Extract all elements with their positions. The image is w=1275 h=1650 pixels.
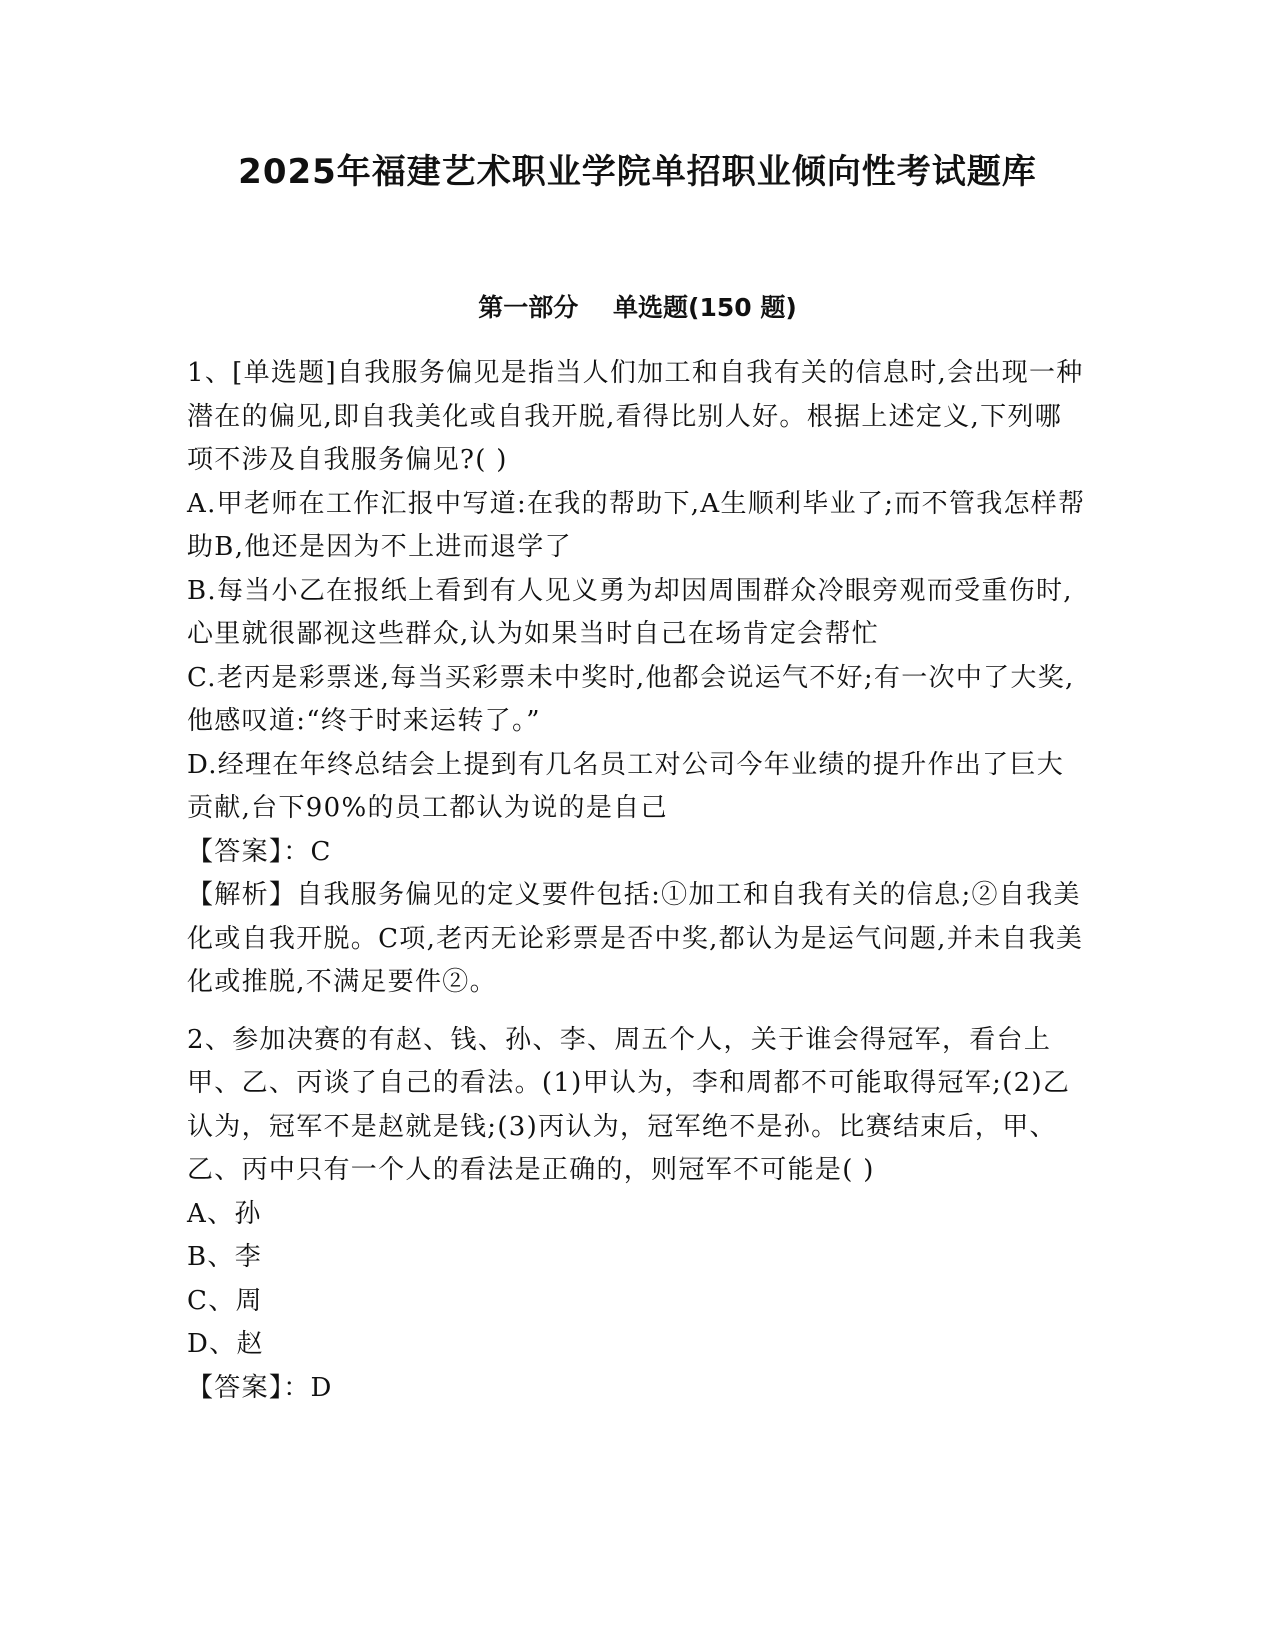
option-a: A、孙 (187, 1198, 262, 1229)
question-1 (187, 352, 1087, 1005)
answer: 【答案】：C (187, 836, 332, 867)
question-stem: 2、参加决赛的有赵、钱、孙、李、周五个人，关于谁会得冠军，看台上甲、乙、丙谈了自己的看法。(1)甲认为，李和周都不可能取得冠军;(2)乙认为，冠军不是赵就是钱;(3)丙认为，冠军绝不是孙。比赛结束后，甲、乙、丙中只有一个人的看法是正确的，则冠军不可能是( ) (187, 1024, 1071, 1185)
question-2 (187, 1019, 1087, 1411)
option-b: B、李 (187, 1242, 263, 1272)
question-list (187, 352, 1087, 1424)
option-c: C、周 (187, 1285, 263, 1316)
question-stem: 1、[单选题]自我服务偏见是指当人们加工和自我有关的信息时,会出现一种潜在的偏见,即自我美化或自我开脱,看得比别人好。根据上述定义,下列哪项不涉及自我服务偏见?( ) (187, 358, 1084, 475)
option-d: D、赵 (187, 1329, 264, 1359)
option-d: D.经理在年终总结会上提到有几名员工对公司今年业绩的提升作出了巨大贡献,台下90%的员工都认为说的是自己 (187, 749, 1065, 823)
section-title: 第一部分 单选题(150 题) (478, 293, 797, 322)
document-title: 2025年福建艺术职业学院单招职业倾向性考试题库 (238, 152, 1037, 192)
option-b: B.每当小乙在报纸上看到有人见义勇为却因周围群众冷眼旁观而受重伤时,心里就很鄙视这些群众,认为如果当时自己在场肯定会帮忙 (187, 575, 1073, 649)
option-c: C.老丙是彩票迷,每当买彩票未中奖时,他都会说运气不好;有一次中了大奖,他感叹道:“终于时来运转了。” (187, 662, 1075, 736)
option-a: A.甲老师在工作汇报中写道:在我的帮助下,A生顺利毕业了;而不管我怎样帮助B,他还是因为不上进而退学了 (187, 488, 1086, 562)
answer: 【答案】：D (187, 1372, 333, 1403)
analysis: 【解析】自我服务偏见的定义要件包括:①加工和自我有关的信息;②自我美化或自我开脱。C项,老丙无论彩票是否中奖,都认为是运气问题,并未自我美化或推脱,不满足要件②。 (187, 880, 1084, 997)
